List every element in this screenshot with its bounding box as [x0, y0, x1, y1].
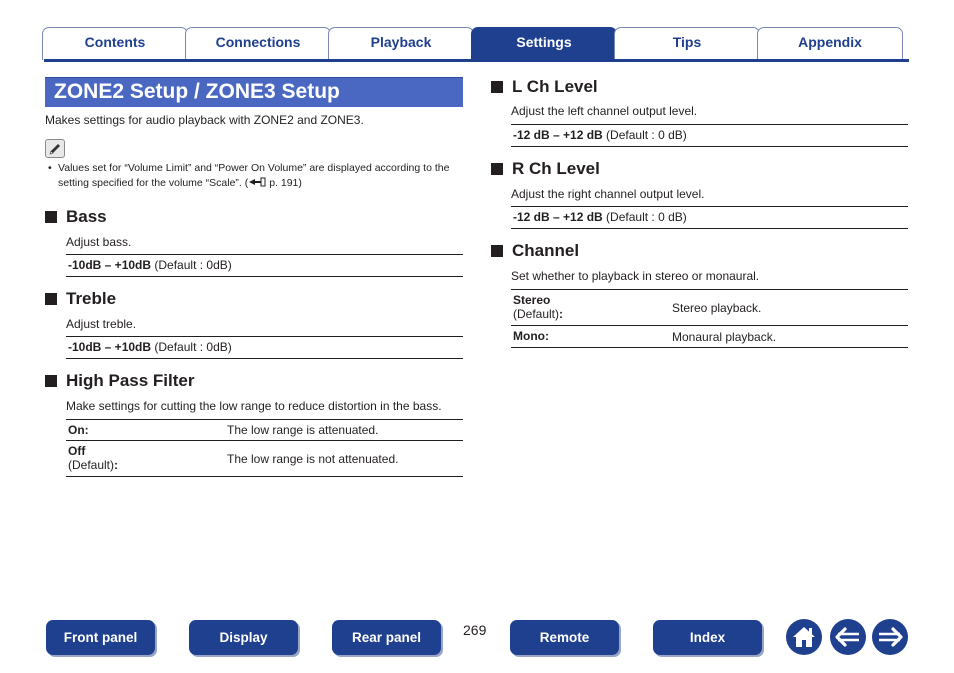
heading-square-icon: [491, 245, 503, 257]
treble-desc: Adjust treble.: [66, 317, 137, 331]
rch-default: (Default : 0 dB): [606, 210, 687, 224]
forward-arrow-icon[interactable]: [872, 619, 908, 655]
heading-square-icon: [45, 211, 57, 223]
channel-heading: [491, 241, 579, 261]
option-name: Off: [68, 444, 86, 458]
page-number: 269: [463, 622, 487, 638]
bass-range-value: -10dB – +10dB: [68, 258, 152, 272]
remote-button[interactable]: Remote: [510, 620, 619, 655]
rch-range-value: -12 dB – +12 dB: [513, 210, 603, 224]
rear-panel-button[interactable]: Rear panel: [332, 620, 441, 655]
channel-options-table: [511, 289, 908, 348]
option-default-note: (Default): [513, 307, 560, 321]
option-desc: The low range is not attenuated.: [227, 451, 399, 466]
back-arrow-icon[interactable]: [830, 619, 866, 655]
note-page-ref: p. 191: [269, 176, 299, 189]
lch-desc: Adjust the left channel output level.: [511, 104, 698, 118]
intro-text: Makes settings for audio playback with ZONE2 and ZONE3.: [45, 113, 364, 127]
heading-square-icon: [45, 293, 57, 305]
page-title-bar: [45, 77, 463, 107]
lch-default: (Default : 0 dB): [606, 128, 687, 142]
lch-range: [511, 124, 908, 147]
tab-contents[interactable]: Contents: [42, 27, 188, 60]
treble-range: [66, 336, 463, 359]
lch-heading: [491, 77, 598, 97]
home-icon[interactable]: [786, 619, 822, 655]
tab-playback[interactable]: Playback: [328, 27, 474, 60]
front-panel-button[interactable]: Front panel: [46, 620, 155, 655]
tab-bar: [0, 0, 954, 64]
option-desc: The low range is attenuated.: [227, 423, 379, 437]
table-row: Off (Default): The low range is not attenuated.: [66, 441, 463, 477]
page-title: ZONE2 Setup / ZONE3 Setup: [54, 80, 340, 103]
tab-appendix[interactable]: Appendix: [757, 27, 903, 60]
table-row: Stereo (Default): Stereo playback.: [511, 290, 908, 326]
note: • Values set for “Volume Limit” and “Power On Volume” are displayed according to the setting specified for the volume “Scale”. ( p. 191): [48, 162, 450, 189]
tab-underline: [44, 59, 909, 62]
tab-connections[interactable]: Connections: [185, 27, 331, 60]
channel-title: Channel: [512, 241, 580, 260]
note-text: Values set for “Volume Limit” and “Power On Volume” are displayed according to the setting specified for the volume “Scale”.: [58, 162, 450, 189]
bass-heading: [45, 207, 107, 227]
bass-range: [66, 254, 463, 277]
display-button[interactable]: Display: [189, 620, 298, 655]
hpf-heading: [45, 371, 194, 391]
heading-square-icon: [45, 375, 57, 387]
pencil-memo-icon: [45, 139, 65, 158]
treble-range-value: -10dB – +10dB: [68, 340, 152, 354]
lch-title: L Ch Level: [512, 77, 598, 96]
table-row: On: The low range is attenuated.: [66, 420, 463, 441]
option-name: Stereo: [513, 293, 551, 307]
treble-default: (Default : 0dB): [154, 340, 232, 354]
rch-title: R Ch Level: [512, 159, 600, 178]
treble-title: Treble: [66, 289, 117, 308]
rch-desc: Adjust the right channel output level.: [511, 187, 705, 201]
treble-heading: [45, 289, 116, 309]
tab-tips[interactable]: Tips: [614, 27, 760, 60]
page-reference-icon: [248, 177, 266, 187]
hpf-title: High Pass Filter: [66, 371, 195, 390]
note-bullet: •: [48, 162, 52, 174]
bass-title: Bass: [66, 207, 107, 226]
hpf-desc: Make settings for cutting the low range to reduce distortion in the bass.: [66, 399, 442, 413]
lch-range-value: -12 dB – +12 dB: [513, 128, 603, 142]
heading-square-icon: [491, 81, 503, 93]
option-default-note: (Default): [68, 458, 115, 472]
hpf-options-table: [66, 419, 463, 477]
channel-desc: Set whether to playback in stereo or monaural.: [511, 269, 760, 283]
option-name: Mono: [513, 329, 545, 343]
table-row: Mono: Monaural playback.: [511, 326, 908, 348]
bass-default: (Default : 0dB): [154, 258, 232, 272]
rch-range: [511, 206, 908, 229]
option-desc: Stereo playback.: [672, 300, 762, 315]
tab-settings[interactable]: Settings: [471, 27, 617, 60]
heading-square-icon: [491, 163, 503, 175]
rch-heading: [491, 159, 600, 179]
index-button[interactable]: Index: [653, 620, 762, 655]
bass-desc: Adjust bass.: [66, 235, 132, 249]
option-name: On: [68, 423, 85, 437]
option-desc: Monaural playback.: [672, 329, 777, 344]
